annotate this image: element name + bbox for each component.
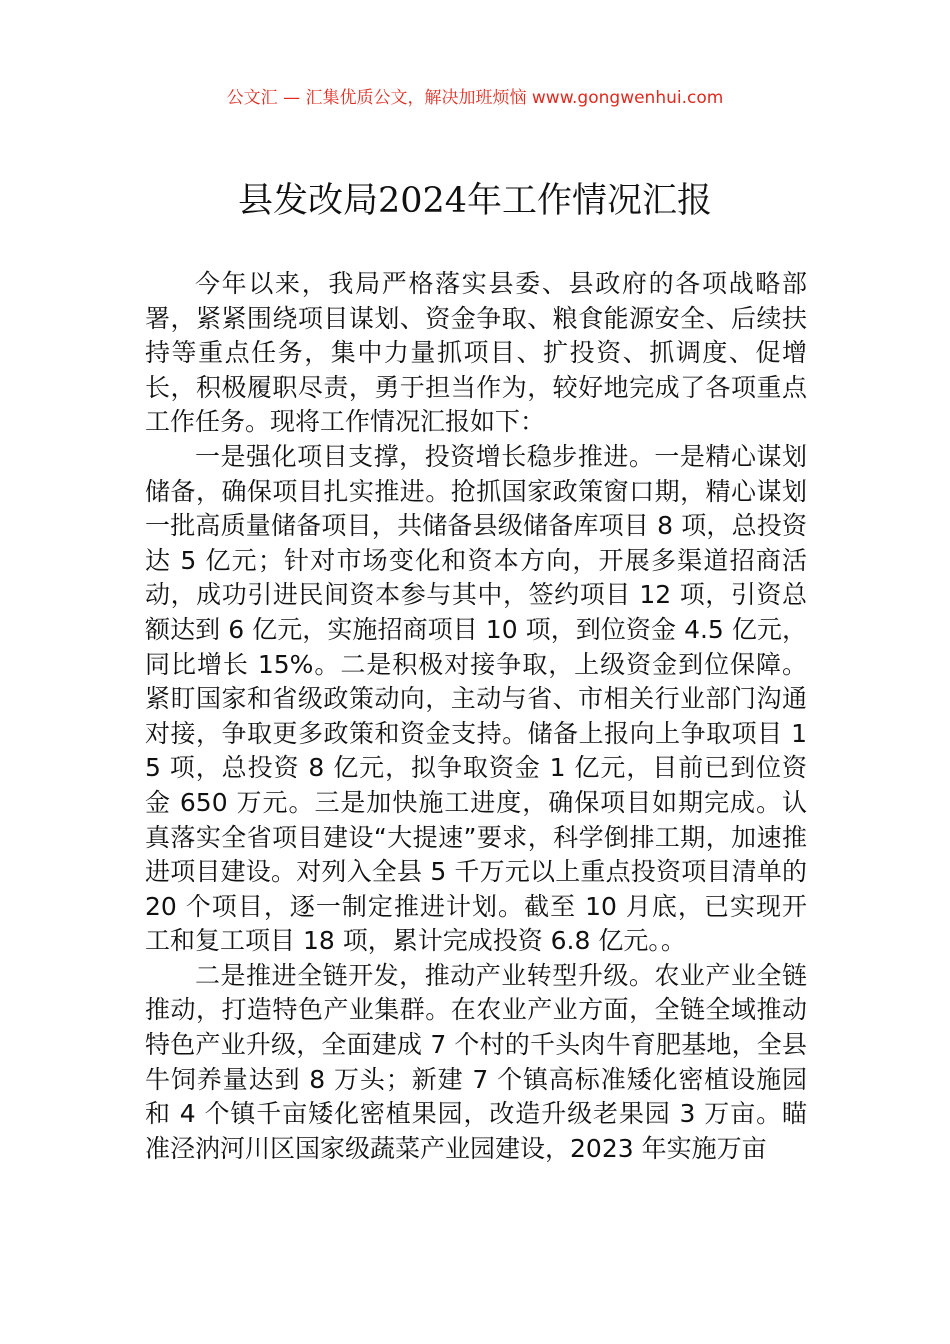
paragraph-industry-upgrade: 二是推进全链开发，推动产业转型升级。农业产业全链推动，打造特色产业集群。在农业产业方面，全链全域推动特色产业升级，全面建成 7 个村的千头肉牛育肥基地，全县牛饲养量达到 8 万头；新建 7 个镇高标准矮化密植设施园和 4 个镇千亩矮化密植果园，改造升级老果园 3 万亩。瞄准泾汭河川区国家级蔬菜产业园建设，2023 年实施万亩 <box>145 960 807 1163</box>
document-body <box>145 267 807 1166</box>
paragraph-project-support: 一是强化项目支撑，投资增长稳步推进。一是精心谋划储备，确保项目扎实推进。抢抓国家政策窗口期，精心谋划一批高质量储备项目，共储备县级储备库项目 8 项，总投资达 5 亿元；针对市场变化和资本方向，开展多渠道招商活动，成功引进民间资本参与其中，签约项目 12 项，引资总额达到 6 亿元，实施招商项目 10 项，到位资金 4.5 亿元，同比增长 15%。二是积极对接争取，上级资金到位保障。紧盯国家和省级政策动向，主动与省、市相关行业部门沟通对接，争取更多政策和资金支持。储备上报向上争取项目 15 项，总投资 8 亿元，拟争取资金 1 亿元，目前已到位资金 650 万元。三是加快施工进度，确保项目如期完成。认真落实全省项目建设“大提速”要求，科学倒排工期，加速推进项目建设。对列入全县 5 千万元以上重点投资项目清单的 20 个项目，逐一制定推进计划。截至 10 月底，已实现开工和复工项目 18 项，累计完成投资 6.8 亿元。。 <box>145 441 807 956</box>
document-title: 县发改局2024年工作情况汇报 <box>237 181 713 221</box>
paragraph-intro: 今年以来，我局严格落实县委、县政府的各项战略部署，紧紧围绕项目谋划、资金争取、粮食能源安全、后续扶持等重点任务，集中力量抓项目、扩投资、抓调度、促增长，积极履职尽责，勇于担当作为，较好地完成了各项重点工作任务。现将工作情况汇报如下： <box>145 269 807 437</box>
header-banner: 公文汇 — 汇集优质公文，解决加班烦恼 www.gongwenhui.com <box>226 88 724 108</box>
